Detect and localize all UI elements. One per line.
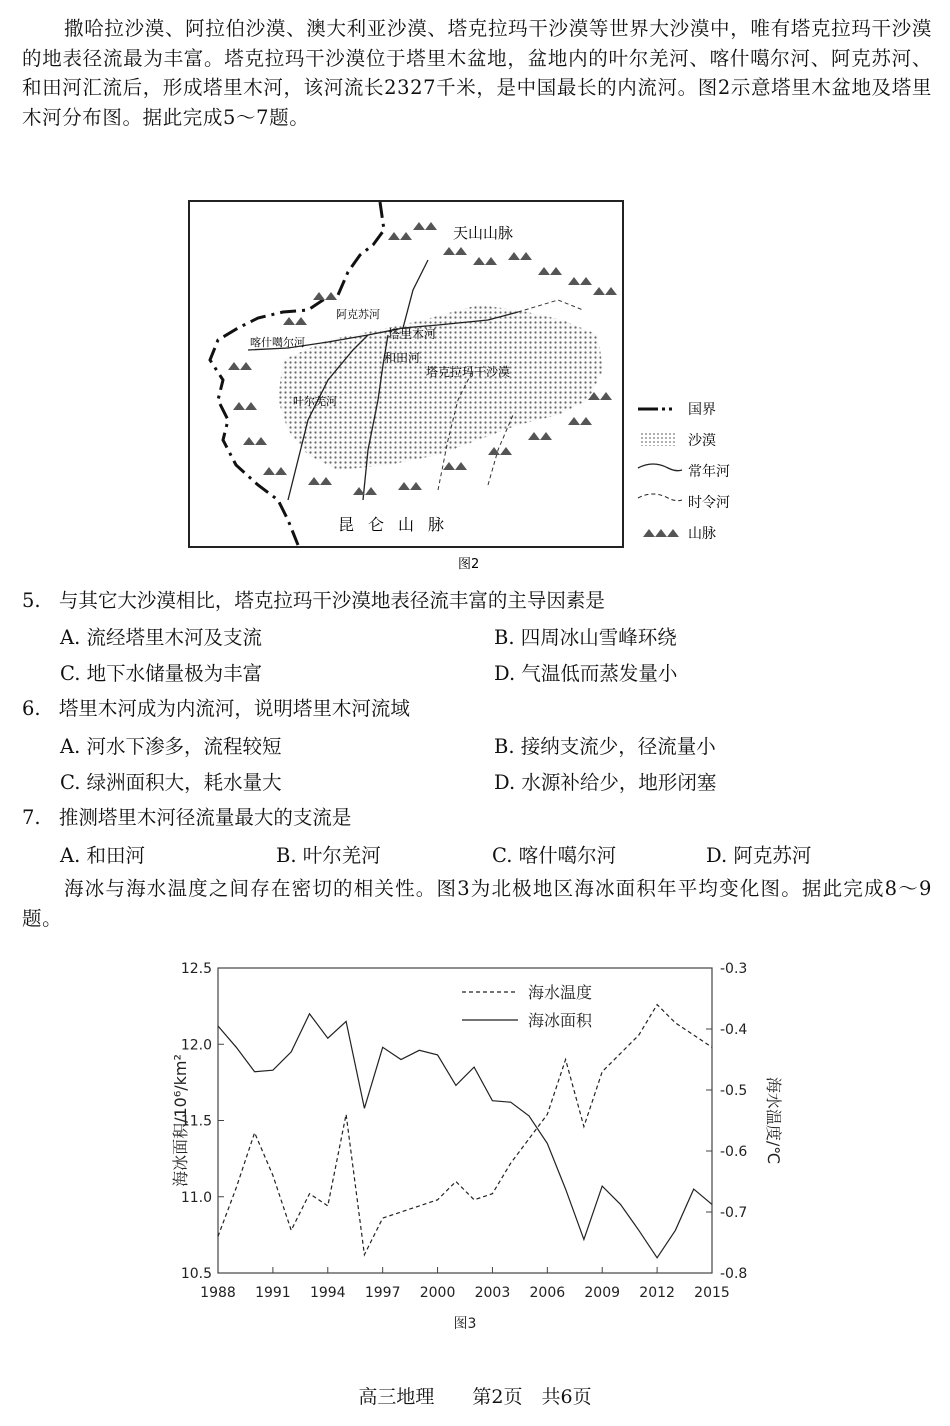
right-tick-label: -0.4 (720, 1022, 748, 1038)
label-kashgar-river: 喀什噶尔河 (250, 336, 305, 349)
legend-label: 海水温度 (528, 983, 593, 1002)
intro-paragraph-2: 海冰与海水温度之间存在密切的相关性。图3为北极地区海冰面积年平均变化图。据此完成8～9题。 (22, 877, 932, 930)
x-tick-label: 2012 (639, 1285, 675, 1301)
x-tick-label: 2009 (584, 1285, 621, 1301)
map-legend (638, 402, 730, 542)
right-axis-label: 海水温度/℃ (764, 1076, 783, 1165)
question-text: 推测塔里木河径流量最大的支流是 (58, 806, 352, 829)
label-tianshan: 天山山脉 (453, 224, 514, 242)
label-kunlun: 昆仑山脉 (338, 515, 459, 534)
x-tick-label: 1994 (309, 1285, 346, 1301)
option-6c[interactable]: C. 绿洲面积大，耗水量大 (60, 771, 282, 794)
question-text: 塔里木河成为内流河，说明塔里木河流域 (58, 697, 410, 720)
legend-mountain: 山脉 (688, 526, 716, 542)
intro-paragraph-1: 撒哈拉沙漠、阿拉伯沙漠、澳大利亚沙漠、塔克拉玛干沙漠等世界大沙漠中，唯有塔克拉玛干沙漠的地表径流最为丰富。塔克拉玛干沙漠位于塔里木盆地，盆地内的叶尔羌河、喀什噶尔河、阿克苏河、和田河汇流后，形成塔里木河，该河流长2327千米，是中国最长的内流河。图2示意塔里木盆地及塔里木河分布图。据此完成5～7题。 (22, 17, 932, 129)
option-5c[interactable]: C. 地下水储量极为丰富 (60, 662, 263, 685)
label-akesu-river: 阿克苏河 (336, 308, 380, 321)
question-number: 5. (22, 589, 41, 612)
option-5b[interactable]: B. 四周冰山雪峰环绕 (494, 626, 677, 649)
x-tick-label: 2015 (694, 1285, 730, 1301)
x-tick-label: 2006 (529, 1285, 566, 1301)
option-6a[interactable]: A. 河水下渗多，流程较短 (60, 735, 282, 758)
option-7b[interactable]: B. 叶尔羌河 (276, 844, 381, 867)
figure-3-chart (160, 950, 800, 1335)
label-yarkand-river: 叶尔羌河 (293, 395, 337, 408)
option-5d[interactable]: D. 气温低而蒸发量小 (494, 662, 678, 685)
right-tick-label: -0.5 (720, 1083, 748, 1099)
left-tick-label: 12.0 (180, 1037, 212, 1054)
left-tick-label: 11.5 (180, 1113, 212, 1130)
x-tick-label: 1988 (200, 1285, 236, 1301)
label-hetian-river: 和田河 (384, 351, 421, 365)
chart-svg (160, 950, 800, 1335)
x-tick-label: 2003 (474, 1285, 511, 1301)
question-7 (22, 803, 922, 832)
figure-2-map (188, 200, 768, 572)
left-tick-label: 12.5 (180, 961, 212, 977)
question-5 (22, 586, 922, 615)
option-5a[interactable]: A. 流经塔里木河及支流 (60, 626, 262, 649)
legend-desert: 沙漠 (688, 433, 716, 449)
option-6d[interactable]: D. 水源补给少，地形闭塞 (494, 771, 717, 794)
figure-2-caption: 图2 (458, 557, 480, 572)
x-tick-label: 1991 (255, 1285, 291, 1301)
figure-3-caption: 图3 (453, 1316, 477, 1332)
right-tick-label: -0.6 (720, 1144, 748, 1160)
option-7d[interactable]: D. 阿克苏河 (706, 844, 812, 867)
label-desert: 塔克拉玛干沙漠 (426, 365, 511, 379)
option-6b[interactable]: B. 接纳支流少，径流量小 (494, 735, 716, 758)
right-tick-label: -0.8 (720, 1266, 748, 1282)
x-tick-label: 2000 (419, 1285, 456, 1301)
question-text: 与其它大沙漠相比，塔克拉玛干沙漠地表径流丰富的主导因素是 (58, 589, 605, 612)
left-axis-label: 海冰面积/10⁶/km² (171, 1054, 190, 1187)
option-7c[interactable]: C. 喀什噶尔河 (492, 844, 617, 867)
left-tick-label: 11.0 (180, 1189, 212, 1206)
question-6 (22, 694, 922, 723)
right-tick-label: -0.3 (720, 961, 748, 977)
label-tarim-river: 塔里木河 (388, 327, 437, 341)
legend-label: 海冰面积 (528, 1011, 593, 1030)
right-tick-label: -0.7 (720, 1205, 748, 1221)
legend-seasonal-river: 时令河 (688, 495, 730, 511)
question-number: 6. (22, 697, 41, 720)
page-footer: 高三地理 第2页 共6页 (358, 1386, 592, 1408)
x-tick-label: 1997 (364, 1285, 401, 1301)
option-7a[interactable]: A. 和田河 (60, 844, 145, 867)
legend-perennial-river: 常年河 (688, 464, 730, 480)
legend-border: 国界 (688, 402, 716, 418)
question-number: 7. (22, 806, 41, 829)
left-tick-label: 10.5 (180, 1266, 212, 1282)
